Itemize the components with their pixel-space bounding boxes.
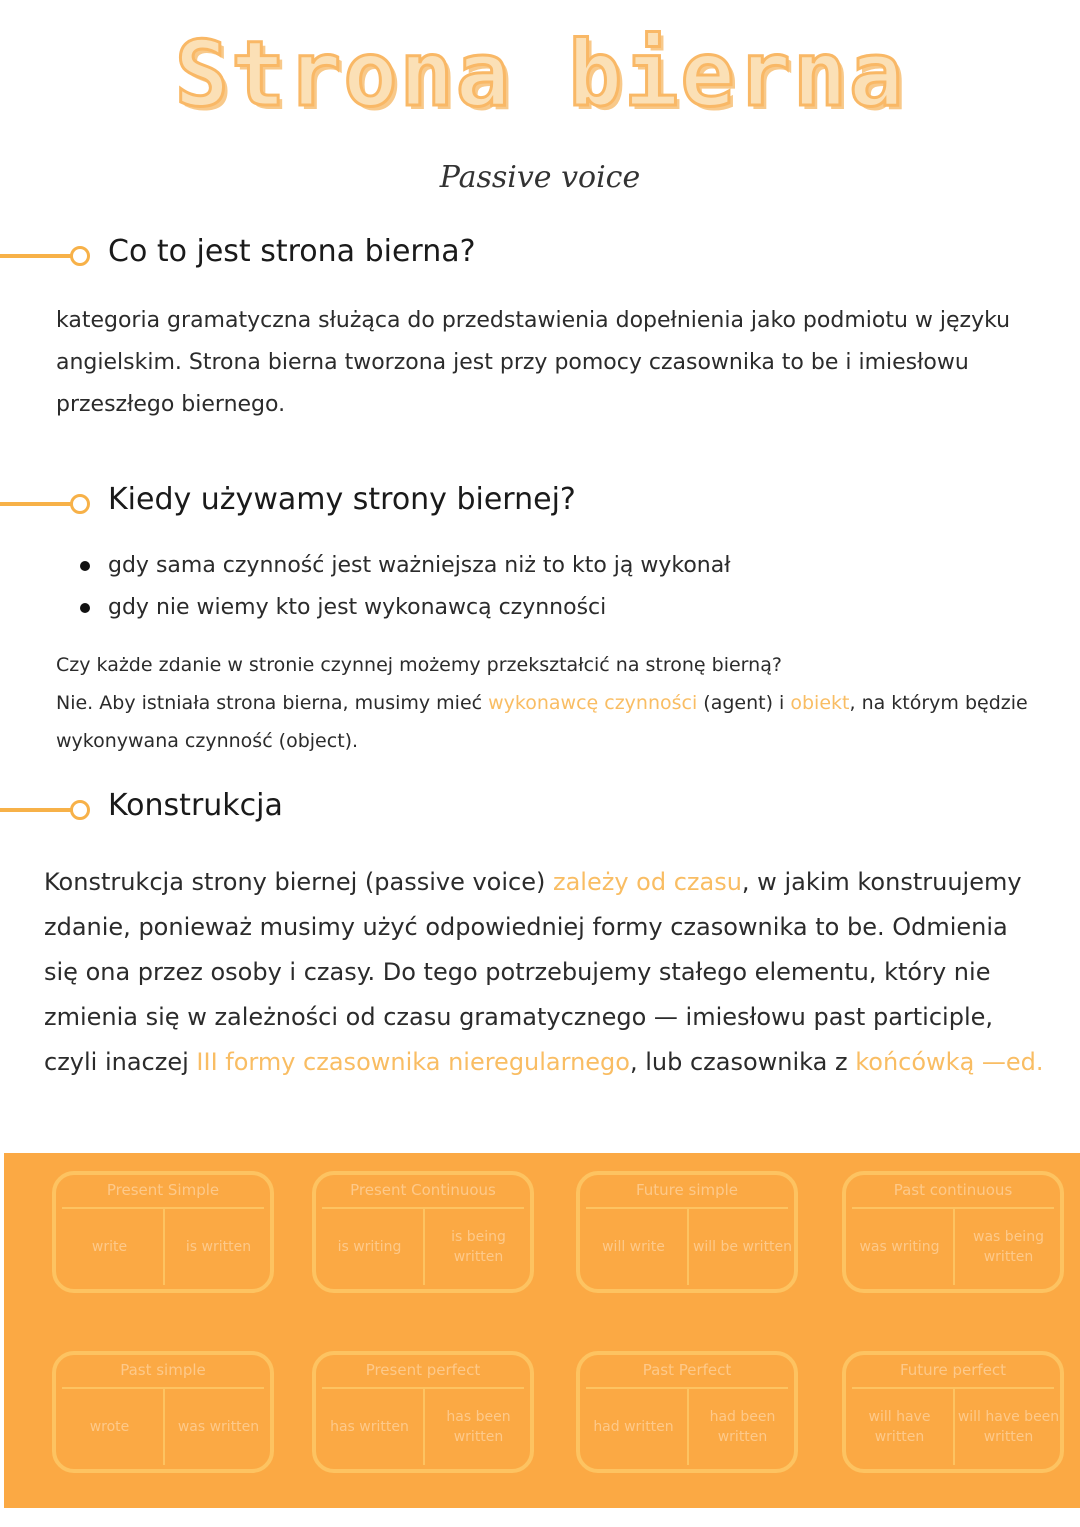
text-part: Konstrukcja strony biernej (passive voice) xyxy=(44,868,553,896)
heading-label: Konstrukcja xyxy=(108,788,283,823)
heading-bullet-icon xyxy=(70,800,90,820)
section-heading-when xyxy=(0,482,1000,522)
active-form: was writing xyxy=(859,1239,940,1255)
passive-form: is written xyxy=(185,1239,252,1255)
tense-card xyxy=(842,1171,1064,1293)
text-part: , lub czasownika z xyxy=(629,1048,856,1076)
question-answer xyxy=(56,646,1056,760)
page-title: Strona bierna xyxy=(174,22,906,127)
passive-form: was written xyxy=(177,1419,260,1435)
passive-form: has been written xyxy=(446,1409,511,1445)
ending-highlight: końcówką —ed. xyxy=(855,1048,1044,1076)
heading-bullet-icon xyxy=(70,494,90,514)
passive-form: was being written xyxy=(973,1229,1044,1265)
tense-card xyxy=(842,1351,1064,1473)
tense-name: Present Continuous xyxy=(350,1181,496,1199)
construction-text xyxy=(44,860,1044,1085)
active-form: will have written xyxy=(868,1409,931,1445)
passive-form: will be written xyxy=(692,1239,793,1255)
tense-name: Future perfect xyxy=(899,1361,1007,1379)
section-heading-what xyxy=(0,234,1000,274)
list-item: gdy sama czynność jest ważniejsza niż to kto ją wykonał xyxy=(80,545,980,587)
tense-name: Present perfect xyxy=(365,1361,481,1379)
tense-name: Future simple xyxy=(635,1181,739,1199)
page-subtitle: Passive voice xyxy=(439,160,641,195)
active-form: wrote xyxy=(89,1419,130,1435)
active-form: write xyxy=(91,1239,128,1255)
tense-highlight: zależy od czasu xyxy=(552,868,742,896)
agent-highlight: wykonawcę czynności xyxy=(488,692,698,714)
answer-part: , na którym będzie wykonywana czynność (object). xyxy=(56,692,1028,752)
heading-label: Co to jest strona bierna? xyxy=(108,234,476,269)
tense-name: Past simple xyxy=(120,1361,206,1379)
passive-form: will have been written xyxy=(957,1409,1060,1445)
active-form: is writing xyxy=(337,1239,402,1255)
question-text: Czy każde zdanie w stronie czynnej możemy przekształcić na stronę bierną? xyxy=(56,654,782,676)
usage-list xyxy=(80,545,980,629)
heading-label: Kiedy używamy strony biernej? xyxy=(108,482,576,517)
object-highlight: obiekt xyxy=(790,692,850,714)
answer-part: Nie. Aby istniała strona bierna, musimy mieć xyxy=(56,692,489,714)
tenses-panel xyxy=(4,1153,1080,1508)
heading-line xyxy=(0,808,72,812)
tense-name: Past Perfect xyxy=(642,1361,732,1379)
tense-card xyxy=(576,1171,798,1293)
text-part: , w jakim konstruujemy zdanie, ponieważ musimy użyć odpowiedniej formy czasownika to be. Odmienia się ona przez osoby i czasy. Do tego potrzebujemy stałego elementu, który nie zmienia się w zależności od czasu gramatycznego — imiesłowu past participle, czyli inaczej xyxy=(44,868,1022,1076)
list-item: gdy nie wiemy kto jest wykonawcą czynności xyxy=(80,587,980,629)
active-form: will write xyxy=(602,1239,665,1255)
passive-form: had been written xyxy=(709,1409,776,1445)
answer-text xyxy=(56,684,1056,760)
tense-card xyxy=(52,1171,274,1293)
active-form: has written xyxy=(330,1419,409,1435)
section-heading-construction xyxy=(0,788,1000,828)
tense-card xyxy=(576,1351,798,1473)
tense-card xyxy=(312,1351,534,1473)
form-highlight: III formy czasownika nieregularnego xyxy=(196,1048,630,1076)
heading-line xyxy=(0,502,72,506)
answer-part: (agent) i xyxy=(697,692,791,714)
tense-name: Past continuous xyxy=(893,1181,1013,1199)
definition-text: kategoria gramatyczna służąca do przedstawienia dopełnienia jako podmiotu w języku angielskim. Strona bierna tworzona jest przy pomocy czasownika to be i imiesłowu przeszłego biernego. xyxy=(56,308,1011,417)
active-form: had written xyxy=(593,1419,674,1435)
tense-name: Present Simple xyxy=(106,1181,220,1199)
passive-form: is being written xyxy=(451,1229,506,1265)
tense-card xyxy=(312,1171,534,1293)
tense-card xyxy=(52,1351,274,1473)
heading-bullet-icon xyxy=(70,246,90,266)
heading-line xyxy=(0,254,72,258)
